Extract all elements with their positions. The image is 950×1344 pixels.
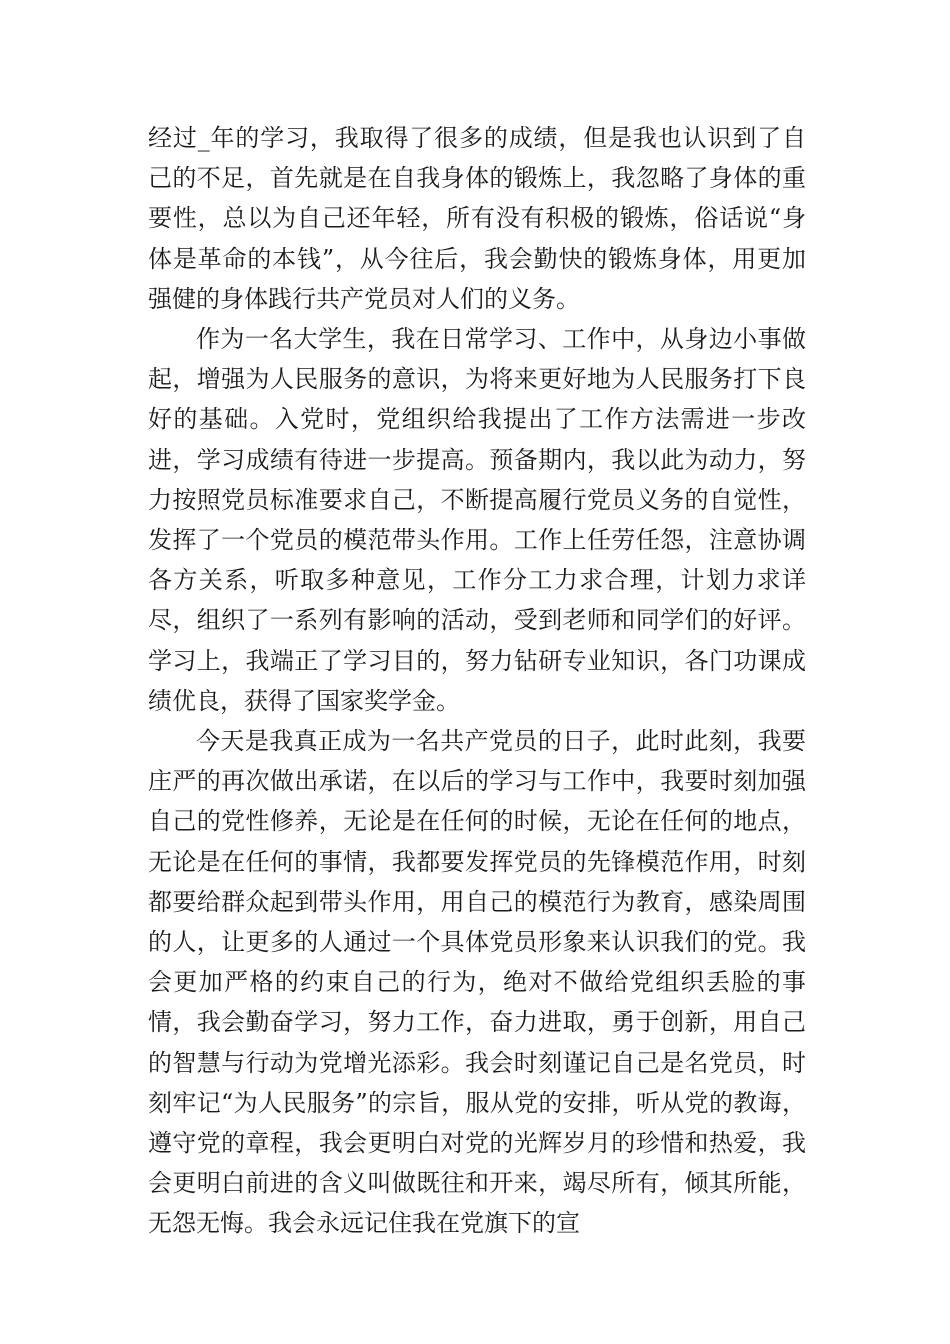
paragraph-2: 作为一名大学生，我在日常学习、工作中，从身边小事做起，增强为人民服务的意识，为将来更好地为人民服务打下良好的基础。入党时，党组织给我提出了工作方法需进一步改进，学习成绩有待进一步提高。预备期内，我以此为动力，努力按照党员标准要求自己，不断提高履行党员义务的自觉性，发挥了一个党员的模范带头作用。工作上任劳任怨，注意协调各方关系，听取多种意见，工作分工力求合理，计划力求详尽，组织了一系列有影响的活动，受到老师和同学们的好评。学习上，我端正了学习目的，努力钻研专业知识，各门功课成绩优良，获得了国家奖学金。: [148, 325, 806, 715]
paragraph-3: 今天是我真正成为一名共产党员的日子，此时此刻，我要庄严的再次做出承诺，在以后的学习与工作中，我要时刻加强自己的党性修养，无论是在任何的时候，无论在任何的地点，无论是在任何的事情，我都要发挥党员的先锋模范作用，时刻都要给群众起到带头作用，用自己的模范行为教育，感染周围的人，让更多的人通过一个具体党员形象来认识我们的党。我会更加严格的约束自己的行为，绝对不做给党组织丢脸的事情，我会勤奋学习，努力工作，奋力进取，勇于创新，用自己的智慧与行动为党增光添彩。我会时刻谨记自己是名党员，时刻牢记“为人民服务”的宗旨，服从党的安排，听从党的教诲，遵守党的章程，我会更明白对党的光辉岁月的珍惜和热爱，我会更明白前进的含义叫做既往和开来，竭尽所有，倾其所能，无怨无悔。我会永远记住我在党旗下的宣: [148, 727, 806, 1238]
document-body: [148, 118, 806, 1244]
paragraph-1: 经过_年的学习，我取得了很多的成绩，但是我也认识到了自己的不足，首先就是在自我身体的锻炼上，我忽略了身体的重要性，总以为自己还年轻，所有没有积极的锻炼，俗话说“身体是革命的本钱”，从今往后，我会勤快的锻炼身体，用更加强健的身体践行共产党员对人们的义务。: [148, 124, 806, 313]
